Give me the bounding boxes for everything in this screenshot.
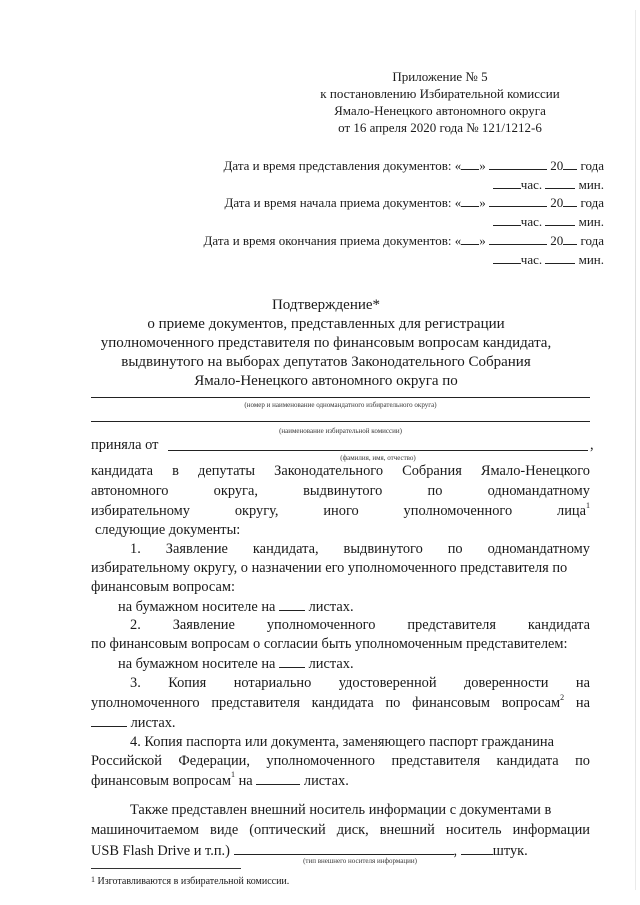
hour-label: час. xyxy=(520,252,543,267)
title-line: Ямало-Ненецкого автономного округа по xyxy=(194,373,458,389)
sheets-blank[interactable] xyxy=(279,654,305,668)
footnote: $^1$ Изготавливаются в избирательной комиссии. xyxy=(91,875,290,887)
year-blank[interactable] xyxy=(563,193,577,207)
quote-close: » xyxy=(479,195,486,210)
hour-blank[interactable] xyxy=(493,175,521,189)
date-end xyxy=(184,231,604,269)
footnote-ref: 2 xyxy=(560,693,565,702)
min-label: мин. xyxy=(578,177,604,192)
item-3-line: уполномоченного представителя кандидата по финансовым вопросам$^2$ на xyxy=(91,693,590,711)
date-submission xyxy=(184,156,604,194)
day-blank[interactable] xyxy=(461,193,479,207)
hour-label: час. xyxy=(520,177,543,192)
district-field[interactable] xyxy=(91,397,590,398)
media-caption: (тип внешнего носителя информации) xyxy=(303,857,417,865)
paragraph-line: автономного округа, выдвинутого по одномандатному xyxy=(91,483,590,499)
hour-label: час. xyxy=(520,214,543,229)
sheets-blank[interactable] xyxy=(91,713,127,727)
comma: , xyxy=(590,437,594,453)
accepted-from-label: приняла от xyxy=(91,437,159,453)
footnote-divider xyxy=(91,868,241,869)
item-4-line: Российской Федерации, уполномоченного представителя кандидата по xyxy=(91,753,590,769)
item-3-sheets: листах. xyxy=(91,713,176,733)
hour-blank[interactable] xyxy=(493,250,521,264)
item-1-line: избирательному округу, о назначении его уполномоченного представителя по xyxy=(91,560,568,576)
year-word: года xyxy=(580,195,604,210)
date-start xyxy=(184,193,604,231)
day-blank[interactable] xyxy=(461,231,479,245)
paragraph-line: избирательному округу, иного уполномоченного лица$^1$ xyxy=(91,501,590,519)
year-prefix: 20 xyxy=(550,233,564,248)
min-blank[interactable] xyxy=(545,212,575,226)
title-line: о приеме документов, представленных для регистрации xyxy=(147,316,505,332)
item-4-line: 4. Копия паспорта или документа, заменяющего паспорт гражданина xyxy=(130,734,554,750)
year-blank[interactable] xyxy=(563,231,577,245)
scan-edge xyxy=(635,10,636,890)
item-2-line: 2. Заявление уполномоченного представителя кандидата xyxy=(130,617,590,633)
media-type-blank[interactable] xyxy=(234,841,454,855)
also-media: USB Flash Drive и т.п.) , штук. xyxy=(91,843,528,859)
fio-field[interactable] xyxy=(168,450,588,451)
sheets-blank[interactable] xyxy=(279,597,305,611)
item-1-line: финансовым вопросам: xyxy=(91,579,235,595)
media-count-blank[interactable] xyxy=(461,841,493,855)
year-word: года xyxy=(580,158,604,173)
min-blank[interactable] xyxy=(545,250,575,264)
annex-line: от 16 апреля 2020 года № 121/1212-6 xyxy=(338,120,542,135)
date-label: Дата и время представления документов: « xyxy=(223,158,462,173)
annex-header xyxy=(300,68,580,136)
title-line: Подтверждение* xyxy=(271,297,381,313)
title-line: выдвинутого на выборах депутатов Законодательного Собрания xyxy=(121,354,531,370)
also-line: машиночитаемом виде (оптический диск, внешний носитель информации xyxy=(91,822,590,838)
item-1-sheets: на бумажном носителе на листах. xyxy=(118,599,354,615)
footnote-ref: 1 xyxy=(586,501,590,510)
item-3-line: 3. Копия нотариально удостоверенной доверенности на xyxy=(130,675,590,691)
month-blank[interactable] xyxy=(489,193,547,207)
item-2-sheets: на бумажном носителе на листах. xyxy=(118,656,354,672)
date-label: Дата и время окончания приема документов: « xyxy=(203,233,462,248)
year-blank[interactable] xyxy=(563,156,577,170)
title-line: уполномоченного представителя по финансовым вопросам кандидата, xyxy=(100,335,552,351)
month-blank[interactable] xyxy=(489,156,547,170)
year-prefix: 20 xyxy=(550,158,564,173)
footnote-ref: 1 xyxy=(91,875,95,884)
district-caption: (номер и наименование одномандатного избирательного округа) xyxy=(244,401,437,409)
fio-caption: (фамилия, имя, отчество) xyxy=(340,454,416,462)
item-2-line: по финансовым вопросам о согласии быть уполномоченным представителем: xyxy=(91,636,568,652)
document-title xyxy=(70,296,582,391)
sheets-blank[interactable] xyxy=(256,771,300,785)
month-blank[interactable] xyxy=(489,231,547,245)
annex-line: к постановлению Избирательной комиссии xyxy=(320,86,560,101)
date-label: Дата и время начала приема документов: « xyxy=(224,195,462,210)
also-line: Также представлен внешний носитель информации с документами в xyxy=(130,802,552,818)
paragraph-line: кандидата в депутаты Законодательного Собрания Ямало-Ненецкого xyxy=(91,463,590,479)
quote-close: » xyxy=(479,158,486,173)
min-label: мин. xyxy=(578,214,604,229)
year-prefix: 20 xyxy=(550,195,564,210)
item-4-sheets: финансовым вопросам$^1$ на листах. xyxy=(91,770,349,789)
commission-field[interactable] xyxy=(91,421,590,422)
footnote-ref: 1 xyxy=(230,770,235,779)
quote-close: » xyxy=(479,233,486,248)
day-blank[interactable] xyxy=(461,156,479,170)
paragraph-line: следующие документы: xyxy=(95,522,241,538)
commission-caption: (наименование избирательной комиссии) xyxy=(279,427,402,435)
hour-blank[interactable] xyxy=(493,212,521,226)
item-1-line: 1. Заявление кандидата, выдвинутого по одномандатному xyxy=(130,541,590,557)
annex-line: Ямало-Ненецкого автономного округа xyxy=(334,103,546,118)
min-label: мин. xyxy=(578,252,604,267)
year-word: года xyxy=(580,233,604,248)
min-blank[interactable] xyxy=(545,175,575,189)
annex-line: Приложение № 5 xyxy=(392,69,488,84)
